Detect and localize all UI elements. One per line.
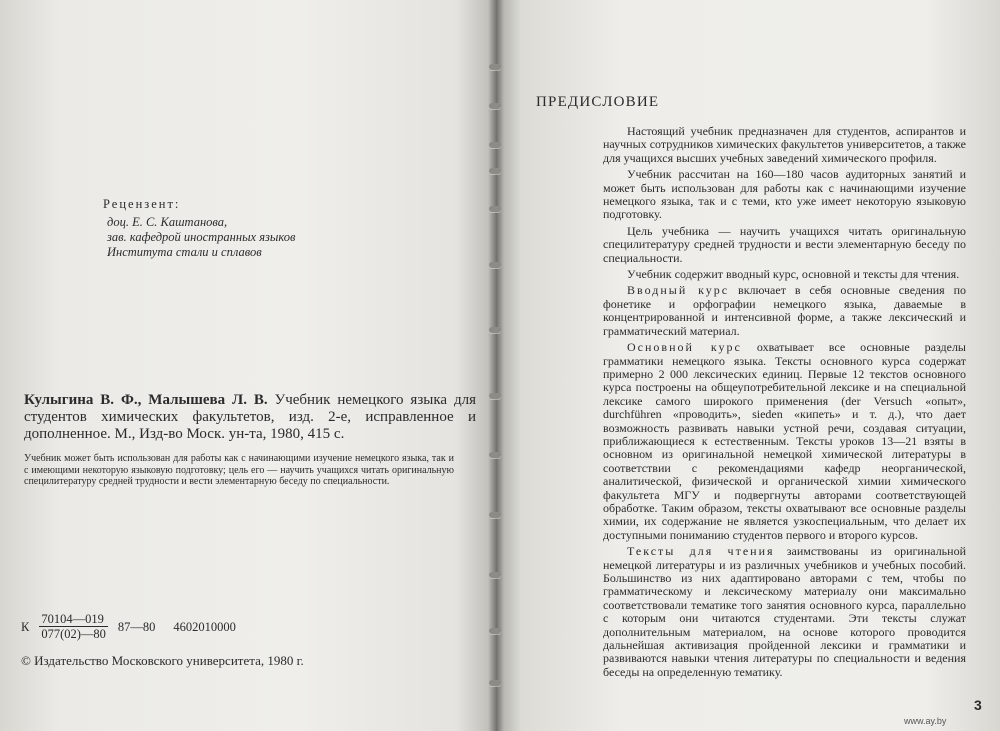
intro-course-text: включает в себя основные сведения по фонетике и орфографии немецкого языка, даваемые в концентрированной и интенсивной форме, а также лексический и грамматический материал. bbox=[603, 283, 967, 338]
preface-body bbox=[603, 125, 966, 682]
preface-paragraph: Учебник рассчитан на 160—180 часов аудиторных занятий и может быть использован для работы как с начинающими изучение немецкого языка, так и с теми, кто уже имеет некоторую языковую подготовку. bbox=[603, 167, 966, 222]
binding-stitch bbox=[489, 628, 501, 634]
page-number: 3 bbox=[974, 697, 982, 713]
imprint-fraction bbox=[39, 612, 108, 641]
binding-stitch bbox=[489, 262, 501, 268]
binding-stitch bbox=[489, 206, 501, 212]
imprint-code-2: 4602010000 bbox=[173, 619, 236, 634]
imprint-letter: К bbox=[21, 619, 30, 634]
preface-paragraph: Цель учебника — научить учащихся читать оригинальную специлитературу средней трудности и вести элементарную беседу по специальности. bbox=[603, 223, 966, 265]
reviewer-block bbox=[103, 197, 295, 260]
binding-stitch bbox=[489, 142, 501, 148]
reviewer-label: Рецензент: bbox=[103, 197, 181, 211]
imprint-code-1: 87—80 bbox=[117, 619, 156, 634]
imprint-codes bbox=[21, 612, 236, 641]
book-description: Учебник немецкого языка для студентов химических факультетов, изд. 2-е, исправленное и дополненное. М., Изд-во Моск. ун-та, 1980, 415 с. bbox=[24, 392, 476, 442]
reading-texts-term: Тексты для чтения bbox=[627, 544, 775, 559]
preface-heading: ПРЕДИСЛОВИЕ bbox=[536, 94, 660, 110]
book-annotation: Учебник может быть использован для работы как с начинающими изучение немецкого языка, так и с имеющими некоторую языковую подготовку; цель его — научить учащихся читать оригинальную специлитературу средней трудности и вести элементарную беседу по специальности. bbox=[24, 453, 454, 487]
reviewer-position: зав. кафедрой иностранных языков bbox=[107, 230, 296, 244]
binding-stitch bbox=[489, 64, 501, 70]
bibliographic-record bbox=[24, 392, 476, 443]
binding-stitch bbox=[489, 393, 501, 399]
copyright-line: © Издательство Московского университета, 1980 г. bbox=[21, 653, 304, 668]
left-page bbox=[0, 0, 496, 731]
binding-stitch bbox=[489, 512, 501, 518]
binding-stitch bbox=[489, 168, 501, 174]
preface-paragraph-main-course bbox=[603, 341, 966, 542]
binding-stitch bbox=[489, 680, 501, 686]
imprint-denominator: 077(02)—80 bbox=[41, 627, 106, 641]
binding-stitch bbox=[489, 452, 501, 458]
intro-course-term: Вводный курс bbox=[627, 283, 730, 298]
binding-stitch bbox=[489, 103, 501, 109]
preface-paragraph: Учебник содержит вводный курс, основной и тексты для чтения. bbox=[627, 267, 960, 282]
reading-texts-text: заимствованы из оригинальной немецкой литературы и из различных учебников и учебных пособий. Большинство из них адаптировано авторами с тем, чтобы по грамматическому и лексическому материалу они максимально соответствовали тематике того занятия основного курса, параллельно с которым они читаются студентами. Эти тексты служат дополнительным материалом, на основе которого проводится дальнейшая активизация пройденной лексики и грамматики и развиваются навыки чтения литературы по специальности и ведения беседы на определенную тематику. bbox=[603, 544, 966, 679]
reviewer-name: доц. Е. С. Каштанова, bbox=[107, 215, 228, 229]
reviewer-institute: Института стали и сплавов bbox=[107, 245, 262, 259]
preface-paragraph: Настоящий учебник предназначен для студентов, аспирантов и научных сотрудников химических факультетов университетов, а также для учащихся высших учебных заведений химического профиля. bbox=[603, 124, 966, 165]
binding-stitch bbox=[489, 327, 501, 333]
book-gutter bbox=[488, 0, 504, 731]
preface-paragraph-reading-texts bbox=[603, 545, 966, 679]
main-course-term: Основной курс bbox=[627, 340, 742, 355]
main-course-text: охватывает все основные разделы грамматики немецкого языка. Тексты основного курса содержат примерно 2 000 лексических единиц. Первые 12 текстов основного курса построены на общеупотребительной лексике и на специальной лексике самого широкого применения (der Versuch «опыт», durchführen «проводить», sieden «кипеть» и т. д.), что дает возможность развивать навыки устной речи, создавая ситуации, приближающиеся к естественным. Тексты уроков 13—21 взяты в основном из оригинальной немецкой химической литературы в соответствии с рекомендациями кафедр неорганической, аналитической, физической и органической химии химического факультета МГУ и подвергнуты авторами соответствующей обработке. Таким образом, тексты охватывают все основные разделы химии, их содержание не является узкоспециальным, что делает их доступными пониманию студентов первого и второго курсов. bbox=[603, 340, 966, 542]
preface-paragraph-intro-course bbox=[603, 284, 966, 338]
imprint-numerator: 70104—019 bbox=[39, 612, 108, 627]
binding-stitch bbox=[489, 572, 501, 578]
book-authors: Кулыгина В. Ф., Малышева Л. В. bbox=[24, 392, 268, 408]
watermark: www.ay.by bbox=[904, 716, 947, 726]
